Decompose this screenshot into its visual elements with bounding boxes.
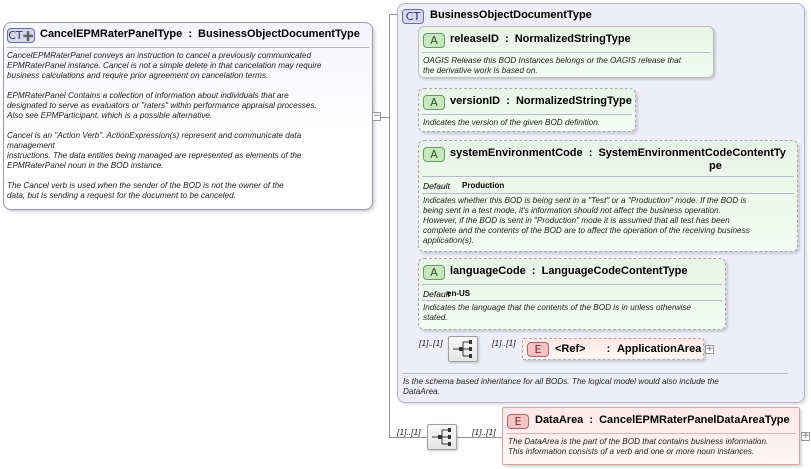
sequence-icon[interactable] <box>427 424 457 450</box>
plus-icon[interactable]: + <box>802 431 810 441</box>
attribute-system-environment-code[interactable] <box>418 140 798 252</box>
default-value: en-US <box>447 289 471 298</box>
default-label: Default <box>423 289 450 299</box>
base-type-title: BusinessObjectDocumentType <box>430 9 592 21</box>
cardinality: [1]..[1] <box>492 338 516 348</box>
element-data-area[interactable] <box>502 407 800 465</box>
attribute-release-id[interactable] <box>418 26 714 78</box>
divider <box>7 47 369 48</box>
attribute-description: OAGIS Release this BOD Instances belongs or the OAGIS release that the derivative work is based on. <box>423 56 682 75</box>
element-icon: E <box>527 342 549 357</box>
divider <box>422 193 794 194</box>
connector <box>457 437 503 438</box>
element-application-area-ref[interactable] <box>522 338 704 360</box>
divider <box>422 114 632 115</box>
attribute-title: versionID : NormalizedStringType <box>450 95 632 107</box>
main-type-description: CancelEPMRaterPanel conveys an instruction to cancel a previously communicated EPMRaterPanel instance. Cancel is not a simple delete in that cancelation may require business calculations and require prior agreement on cancelation terms. EPMRaterPanel Contains a collection of information about individuals that are designated to serve as evaluators or "raters" within performance appraisal processes. Also see EPMParticipant, which is a possible alternative. Cancel is an "Action Verb". ActionExpression(s) represent and communicate data management instructions. The data entities being managed are represented as elements of the EPMRaterPanel noun in the BOD instance. The Cancel verb is used when the sender of the BOD is not the owner of the data, but is sending a request for the document to be canceled. <box>7 51 322 200</box>
element-title: <Ref> : ApplicationArea <box>555 343 702 355</box>
sequence-glyph <box>449 337 477 361</box>
complex-type-icon: CT➕ <box>8 29 34 42</box>
attribute-version-id[interactable] <box>418 88 636 132</box>
base-type-description: Is the schema based inheritance for all BODs. The logical model would also include the DataArea. <box>403 377 719 396</box>
minus-icon[interactable]: − <box>373 111 381 121</box>
cardinality: [1]..[1] <box>419 338 443 348</box>
element-description: The DataArea is the part of the BOD that contains business information. This information consists of a verb and one or more noun instances. <box>508 437 769 456</box>
attribute-title: systemEnvironmentCode : SystemEnvironmentCodeContentTy <box>450 147 786 159</box>
attribute-description: Indicates whether this BOD is being sent in a "Test" or a "Production" mode. If the BOD is being sent in a test mode, it's information should not affect the business operation. However, if the BOD is sent in "Production" mode it is assumed that all test has been complete and the contents of the BOD are to affect the operation of the receiving business application(s). <box>423 196 750 245</box>
connector <box>389 437 427 438</box>
main-type-name: CancelEPMRaterPanelType <box>40 28 183 40</box>
attribute-description: Indicates the version of the given BOD definition. <box>423 118 601 127</box>
cardinality: [1]..[1] <box>397 427 421 437</box>
attribute-icon: A <box>423 265 445 280</box>
divider <box>422 176 794 177</box>
divider <box>422 300 722 301</box>
connector <box>389 14 390 437</box>
main-type-title <box>40 28 360 40</box>
separator: : <box>188 28 192 40</box>
attribute-type-wrap: pe <box>709 160 722 172</box>
attribute-title: languageCode : LanguageCodeContentType <box>450 265 688 277</box>
main-type-base: BusinessObjectDocumentType <box>198 28 360 40</box>
sequence-glyph <box>428 425 456 449</box>
default-label: Default <box>423 181 450 191</box>
main-complex-type[interactable] <box>3 22 373 210</box>
sequence-icon[interactable] <box>448 336 478 362</box>
default-value: Production <box>462 181 505 190</box>
divider <box>402 373 788 374</box>
cardinality: [1]..[1] <box>472 427 496 437</box>
attribute-description: Indicates the language that the contents of the BOD is in unless otherwise stated. <box>423 303 692 322</box>
attribute-title: releaseID : NormalizedStringType <box>450 33 631 45</box>
divider <box>422 284 722 285</box>
element-icon: E <box>507 414 529 429</box>
attribute-icon: A <box>423 147 445 162</box>
attribute-language-code[interactable] <box>418 258 726 330</box>
plus-icon[interactable]: + <box>706 344 714 354</box>
attribute-icon: A <box>423 95 445 110</box>
divider <box>422 52 710 53</box>
complex-type-icon: CT <box>402 9 424 24</box>
divider <box>506 433 796 434</box>
attribute-icon: A <box>423 33 445 48</box>
element-title: DataArea : CancelEPMRaterPanelDataAreaType <box>535 414 790 426</box>
